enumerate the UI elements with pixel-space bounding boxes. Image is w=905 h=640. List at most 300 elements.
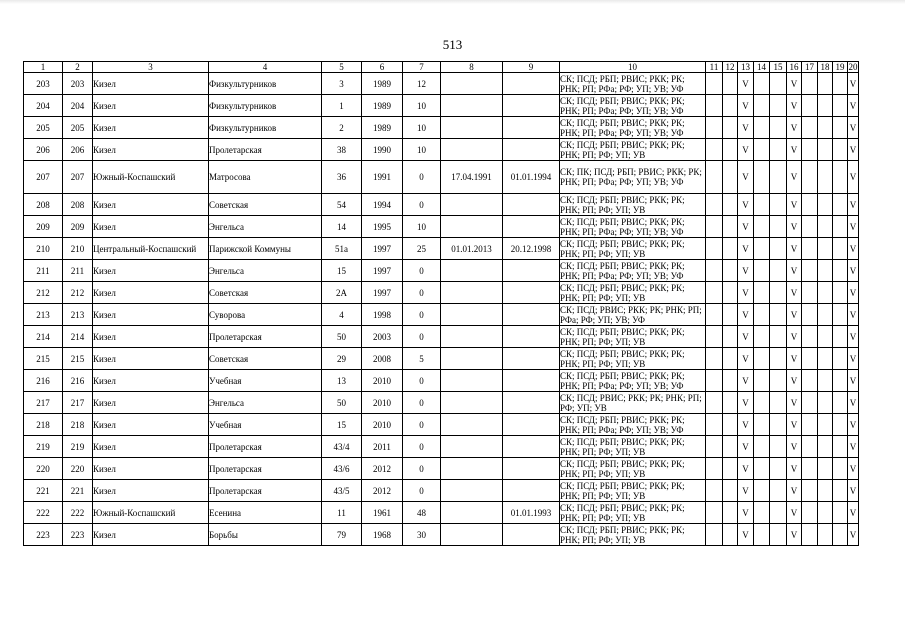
- codes-cell: СК; ПСД; РБП; РВИС; РКК; РК; РНК; РП; РФа; РФ; УП; УВ; УФ: [560, 73, 706, 95]
- page-number: 513: [442, 37, 463, 52]
- empty-cell: [818, 161, 833, 194]
- codes-cell: СК; ПСД; РБП; РВИС; РКК; РК; РНК; РП; РФ; УП; УВ: [560, 480, 706, 502]
- house-number-cell: 50: [322, 326, 362, 348]
- empty-cell: [833, 436, 848, 458]
- empty-cell: [802, 392, 818, 414]
- date-cell: [441, 524, 503, 546]
- mark-cell: V: [787, 95, 802, 117]
- mark-cell: V: [738, 117, 754, 139]
- header-cell: 12: [723, 62, 738, 73]
- row-number-cell: 203: [24, 73, 63, 95]
- settlement-cell: Кизел: [93, 282, 209, 304]
- count-cell: 10: [403, 117, 441, 139]
- empty-cell: [770, 348, 787, 370]
- street-cell: Есенина: [209, 502, 322, 524]
- table-row: [24, 194, 859, 216]
- empty-cell: [802, 117, 818, 139]
- date-cell: [503, 414, 560, 436]
- year-cell: 2010: [362, 392, 403, 414]
- empty-cell: [770, 480, 787, 502]
- row-number-cell: 223: [24, 524, 63, 546]
- year-cell: 1968: [362, 524, 403, 546]
- year-cell: 1998: [362, 304, 403, 326]
- empty-cell: [754, 458, 770, 480]
- mark-cell: V: [738, 216, 754, 238]
- mark-cell: V: [787, 194, 802, 216]
- table-row: [24, 502, 859, 524]
- row-number-cell: 214: [24, 326, 63, 348]
- settlement-cell: Кизел: [93, 524, 209, 546]
- empty-cell: [818, 502, 833, 524]
- header-cell: 4: [209, 62, 322, 73]
- date-cell: 17.04.1991: [441, 161, 503, 194]
- count-cell: 30: [403, 524, 441, 546]
- table-row: [24, 436, 859, 458]
- house-number-cell: 43/4: [322, 436, 362, 458]
- empty-cell: [770, 370, 787, 392]
- date-cell: 20.12.1998: [503, 238, 560, 260]
- settlement-cell: Кизел: [93, 216, 209, 238]
- empty-cell: [802, 414, 818, 436]
- empty-cell: [802, 524, 818, 546]
- mark-cell: V: [848, 161, 859, 194]
- empty-cell: [818, 326, 833, 348]
- empty-cell: [833, 480, 848, 502]
- empty-cell: [706, 216, 723, 238]
- count-cell: 0: [403, 414, 441, 436]
- codes-cell: СК; ПСД; РБП; РВИС; РКК; РК; РНК; РП; РФ; УП; УВ: [560, 282, 706, 304]
- mark-cell: V: [848, 238, 859, 260]
- empty-cell: [833, 216, 848, 238]
- row-number-cell: 206: [24, 139, 63, 161]
- house-number-cell: 54: [322, 194, 362, 216]
- empty-cell: [802, 458, 818, 480]
- codes-cell: СК; ПСД; РБП; РВИС; РКК; РК; РНК; РП; РФа; РФ; УП; УВ; УФ: [560, 95, 706, 117]
- codes-cell: СК; ПСД; РВИС; РКК; РК; РНК; РП; РФа; РФ; УП; УВ; УФ: [560, 304, 706, 326]
- empty-cell: [706, 436, 723, 458]
- table-row: [24, 392, 859, 414]
- mark-cell: V: [738, 139, 754, 161]
- empty-cell: [723, 216, 738, 238]
- street-cell: Учебная: [209, 370, 322, 392]
- empty-cell: [754, 95, 770, 117]
- count-cell: 0: [403, 260, 441, 282]
- mark-cell: V: [738, 194, 754, 216]
- date-cell: [441, 480, 503, 502]
- count-cell: 5: [403, 348, 441, 370]
- empty-cell: [706, 370, 723, 392]
- empty-cell: [833, 73, 848, 95]
- mark-cell: V: [787, 524, 802, 546]
- header-cell: 2: [63, 62, 93, 73]
- table-row: [24, 95, 859, 117]
- mark-cell: V: [787, 348, 802, 370]
- table-row: [24, 304, 859, 326]
- house-number-cell: 15: [322, 414, 362, 436]
- empty-cell: [706, 304, 723, 326]
- date-cell: [441, 216, 503, 238]
- empty-cell: [833, 95, 848, 117]
- table-body: [24, 73, 859, 546]
- empty-cell: [754, 480, 770, 502]
- settlement-cell: Кизел: [93, 348, 209, 370]
- empty-cell: [802, 436, 818, 458]
- object-number-cell: 216: [63, 370, 93, 392]
- object-number-cell: 204: [63, 95, 93, 117]
- table-row: [24, 524, 859, 546]
- empty-cell: [833, 348, 848, 370]
- object-number-cell: 210: [63, 238, 93, 260]
- empty-cell: [706, 282, 723, 304]
- object-number-cell: 212: [63, 282, 93, 304]
- empty-cell: [723, 161, 738, 194]
- empty-cell: [754, 392, 770, 414]
- empty-cell: [754, 161, 770, 194]
- empty-cell: [802, 260, 818, 282]
- mark-cell: V: [848, 392, 859, 414]
- empty-cell: [706, 139, 723, 161]
- mark-cell: V: [848, 304, 859, 326]
- row-number-cell: 207: [24, 161, 63, 194]
- empty-cell: [770, 117, 787, 139]
- mark-cell: V: [848, 282, 859, 304]
- empty-cell: [706, 414, 723, 436]
- header-cell: 18: [818, 62, 833, 73]
- empty-cell: [802, 480, 818, 502]
- date-cell: [441, 73, 503, 95]
- empty-cell: [754, 216, 770, 238]
- empty-cell: [818, 216, 833, 238]
- object-number-cell: 222: [63, 502, 93, 524]
- codes-cell: СК; ПСД; РБП; РВИС; РКК; РК; РНК; РП; РФ; УП; УВ: [560, 524, 706, 546]
- mark-cell: V: [787, 304, 802, 326]
- street-cell: Пролетарская: [209, 458, 322, 480]
- mark-cell: V: [738, 304, 754, 326]
- header-cell: 15: [770, 62, 787, 73]
- codes-cell: СК; ПСД; РБП; РВИС; РКК; РК; РНК; РП; РФа; РФ; УП; УВ; УФ: [560, 414, 706, 436]
- row-number-cell: 211: [24, 260, 63, 282]
- mark-cell: V: [738, 480, 754, 502]
- year-cell: 1989: [362, 117, 403, 139]
- date-cell: [441, 304, 503, 326]
- empty-cell: [818, 392, 833, 414]
- street-cell: Суворова: [209, 304, 322, 326]
- row-number-cell: 212: [24, 282, 63, 304]
- codes-cell: СК; ПСД; РБП; РВИС; РКК; РК; РНК; РП; РФ; УП; УВ: [560, 502, 706, 524]
- empty-cell: [754, 524, 770, 546]
- empty-cell: [723, 304, 738, 326]
- year-cell: 1991: [362, 161, 403, 194]
- mark-cell: V: [848, 95, 859, 117]
- empty-cell: [770, 238, 787, 260]
- mark-cell: V: [848, 436, 859, 458]
- date-cell: [503, 480, 560, 502]
- table-row: [24, 282, 859, 304]
- header-cell: 9: [503, 62, 560, 73]
- house-number-cell: 4: [322, 304, 362, 326]
- empty-cell: [706, 392, 723, 414]
- settlement-cell: Кизел: [93, 117, 209, 139]
- date-cell: [441, 436, 503, 458]
- empty-cell: [770, 414, 787, 436]
- year-cell: 1989: [362, 73, 403, 95]
- object-number-cell: 211: [63, 260, 93, 282]
- house-number-cell: 36: [322, 161, 362, 194]
- empty-cell: [754, 414, 770, 436]
- empty-cell: [818, 282, 833, 304]
- mark-cell: V: [848, 524, 859, 546]
- street-cell: Советская: [209, 194, 322, 216]
- mark-cell: V: [787, 216, 802, 238]
- object-number-cell: 217: [63, 392, 93, 414]
- table-row: [24, 370, 859, 392]
- codes-cell: СК; ПСД; РБП; РВИС; РКК; РК; РНК; РП; РФ; УП; УВ: [560, 458, 706, 480]
- empty-cell: [770, 304, 787, 326]
- mark-cell: V: [787, 282, 802, 304]
- mark-cell: V: [787, 260, 802, 282]
- empty-cell: [723, 238, 738, 260]
- count-cell: 0: [403, 392, 441, 414]
- header-cell: 1: [24, 62, 63, 73]
- empty-cell: [723, 282, 738, 304]
- empty-cell: [802, 282, 818, 304]
- year-cell: 2010: [362, 414, 403, 436]
- settlement-cell: Кизел: [93, 194, 209, 216]
- settlement-cell: Кизел: [93, 480, 209, 502]
- house-number-cell: 79: [322, 524, 362, 546]
- empty-cell: [818, 304, 833, 326]
- object-number-cell: 205: [63, 117, 93, 139]
- date-cell: 01.01.1994: [503, 161, 560, 194]
- mark-cell: V: [738, 95, 754, 117]
- empty-cell: [770, 326, 787, 348]
- object-number-cell: 207: [63, 161, 93, 194]
- street-cell: Пролетарская: [209, 139, 322, 161]
- empty-cell: [723, 458, 738, 480]
- street-cell: Борьбы: [209, 524, 322, 546]
- count-cell: 0: [403, 436, 441, 458]
- date-cell: [441, 458, 503, 480]
- empty-cell: [770, 436, 787, 458]
- codes-cell: СК; ПСД; РБП; РВИС; РКК; РК; РНК; РП; РФ; УП; УВ: [560, 348, 706, 370]
- codes-cell: СК; ПСД; РБП; РВИС; РКК; РК; РНК; РП; РФа; РФ; УП; УВ; УФ: [560, 260, 706, 282]
- house-number-cell: 2: [322, 117, 362, 139]
- date-cell: [441, 260, 503, 282]
- settlement-cell: Южный-Коспашский: [93, 502, 209, 524]
- registry-table: [23, 61, 859, 546]
- mark-cell: V: [787, 238, 802, 260]
- codes-cell: СК; ПСД; РВИС; РКК; РК; РНК; РП; РФ; УП; УВ: [560, 392, 706, 414]
- empty-cell: [802, 194, 818, 216]
- date-cell: [503, 117, 560, 139]
- mark-cell: V: [738, 524, 754, 546]
- mark-cell: V: [738, 238, 754, 260]
- street-cell: Физкультурников: [209, 117, 322, 139]
- object-number-cell: 221: [63, 480, 93, 502]
- house-number-cell: 13: [322, 370, 362, 392]
- street-cell: Советская: [209, 348, 322, 370]
- object-number-cell: 208: [63, 194, 93, 216]
- year-cell: 1995: [362, 216, 403, 238]
- year-cell: 1990: [362, 139, 403, 161]
- count-cell: 12: [403, 73, 441, 95]
- empty-cell: [723, 436, 738, 458]
- mark-cell: V: [738, 260, 754, 282]
- empty-cell: [833, 282, 848, 304]
- mark-cell: V: [738, 73, 754, 95]
- empty-cell: [754, 436, 770, 458]
- house-number-cell: 14: [322, 216, 362, 238]
- empty-cell: [833, 524, 848, 546]
- empty-cell: [754, 282, 770, 304]
- mark-cell: V: [848, 480, 859, 502]
- year-cell: 2012: [362, 480, 403, 502]
- empty-cell: [818, 260, 833, 282]
- date-cell: [503, 392, 560, 414]
- year-cell: 2011: [362, 436, 403, 458]
- empty-cell: [706, 326, 723, 348]
- empty-cell: [802, 161, 818, 194]
- object-number-cell: 209: [63, 216, 93, 238]
- row-number-cell: 222: [24, 502, 63, 524]
- mark-cell: V: [787, 161, 802, 194]
- year-cell: 1989: [362, 95, 403, 117]
- street-cell: Физкультурников: [209, 95, 322, 117]
- count-cell: 0: [403, 304, 441, 326]
- mark-cell: V: [787, 326, 802, 348]
- row-number-cell: 209: [24, 216, 63, 238]
- header-cell: 8: [441, 62, 503, 73]
- row-number-cell: 221: [24, 480, 63, 502]
- settlement-cell: Кизел: [93, 458, 209, 480]
- codes-cell: СК; ПСД; РБП; РВИС; РКК; РК; РНК; РП; РФа; РФ; УП; УВ; УФ: [560, 216, 706, 238]
- settlement-cell: Кизел: [93, 304, 209, 326]
- header-row: [24, 62, 859, 73]
- empty-cell: [770, 524, 787, 546]
- empty-cell: [802, 139, 818, 161]
- empty-cell: [723, 73, 738, 95]
- table-row: [24, 326, 859, 348]
- mark-cell: V: [787, 414, 802, 436]
- mark-cell: V: [787, 117, 802, 139]
- empty-cell: [723, 348, 738, 370]
- empty-cell: [754, 502, 770, 524]
- date-cell: [441, 194, 503, 216]
- table-row: [24, 414, 859, 436]
- object-number-cell: 215: [63, 348, 93, 370]
- mark-cell: V: [738, 348, 754, 370]
- empty-cell: [802, 73, 818, 95]
- settlement-cell: Кизел: [93, 139, 209, 161]
- scan-top-edge: [0, 0, 905, 4]
- table-row: [24, 348, 859, 370]
- empty-cell: [706, 73, 723, 95]
- count-cell: 10: [403, 139, 441, 161]
- date-cell: [503, 304, 560, 326]
- date-cell: [503, 436, 560, 458]
- date-cell: [503, 139, 560, 161]
- empty-cell: [770, 458, 787, 480]
- street-cell: Энгельса: [209, 216, 322, 238]
- date-cell: [503, 326, 560, 348]
- settlement-cell: Южный-Коспашский: [93, 161, 209, 194]
- house-number-cell: 38: [322, 139, 362, 161]
- object-number-cell: 223: [63, 524, 93, 546]
- year-cell: 2008: [362, 348, 403, 370]
- date-cell: [441, 414, 503, 436]
- header-cell: 13: [738, 62, 754, 73]
- header-cell: 5: [322, 62, 362, 73]
- empty-cell: [818, 73, 833, 95]
- empty-cell: [818, 238, 833, 260]
- settlement-cell: Центральный-Коспашский: [93, 238, 209, 260]
- mark-cell: V: [848, 414, 859, 436]
- mark-cell: V: [848, 370, 859, 392]
- mark-cell: V: [848, 194, 859, 216]
- empty-cell: [770, 216, 787, 238]
- table-row: [24, 161, 859, 194]
- empty-cell: [818, 139, 833, 161]
- street-cell: Пролетарская: [209, 326, 322, 348]
- empty-cell: [802, 304, 818, 326]
- table-row: [24, 216, 859, 238]
- empty-cell: [818, 436, 833, 458]
- table-row: [24, 480, 859, 502]
- table-row: [24, 260, 859, 282]
- table-row: [24, 238, 859, 260]
- object-number-cell: 218: [63, 414, 93, 436]
- year-cell: 2012: [362, 458, 403, 480]
- mark-cell: V: [787, 436, 802, 458]
- house-number-cell: 43/6: [322, 458, 362, 480]
- mark-cell: V: [848, 216, 859, 238]
- empty-cell: [770, 95, 787, 117]
- year-cell: 2010: [362, 370, 403, 392]
- empty-cell: [818, 194, 833, 216]
- empty-cell: [723, 194, 738, 216]
- empty-cell: [754, 194, 770, 216]
- codes-cell: СК; ПСД; РБП; РВИС; РКК; РК; РНК; РП; РФа; РФ; УП; УВ; УФ: [560, 370, 706, 392]
- date-cell: [441, 348, 503, 370]
- object-number-cell: 213: [63, 304, 93, 326]
- date-cell: [503, 95, 560, 117]
- codes-cell: СК; ПК; ПСД; РБП; РВИС; РКК; РК; РНК; РП; РФа; РФ; УП; УВ; УФ: [560, 161, 706, 194]
- mark-cell: V: [738, 326, 754, 348]
- year-cell: 1994: [362, 194, 403, 216]
- mark-cell: V: [738, 458, 754, 480]
- empty-cell: [754, 238, 770, 260]
- empty-cell: [833, 117, 848, 139]
- date-cell: [503, 216, 560, 238]
- count-cell: 10: [403, 95, 441, 117]
- street-cell: Энгельса: [209, 260, 322, 282]
- settlement-cell: Кизел: [93, 392, 209, 414]
- header-cell: 19: [833, 62, 848, 73]
- mark-cell: V: [738, 370, 754, 392]
- empty-cell: [818, 458, 833, 480]
- count-cell: 0: [403, 480, 441, 502]
- date-cell: [441, 139, 503, 161]
- table-row: [24, 73, 859, 95]
- empty-cell: [833, 502, 848, 524]
- row-number-cell: 217: [24, 392, 63, 414]
- empty-cell: [754, 73, 770, 95]
- empty-cell: [802, 238, 818, 260]
- empty-cell: [818, 370, 833, 392]
- street-cell: Парижской Коммуны: [209, 238, 322, 260]
- date-cell: [441, 370, 503, 392]
- row-number-cell: 210: [24, 238, 63, 260]
